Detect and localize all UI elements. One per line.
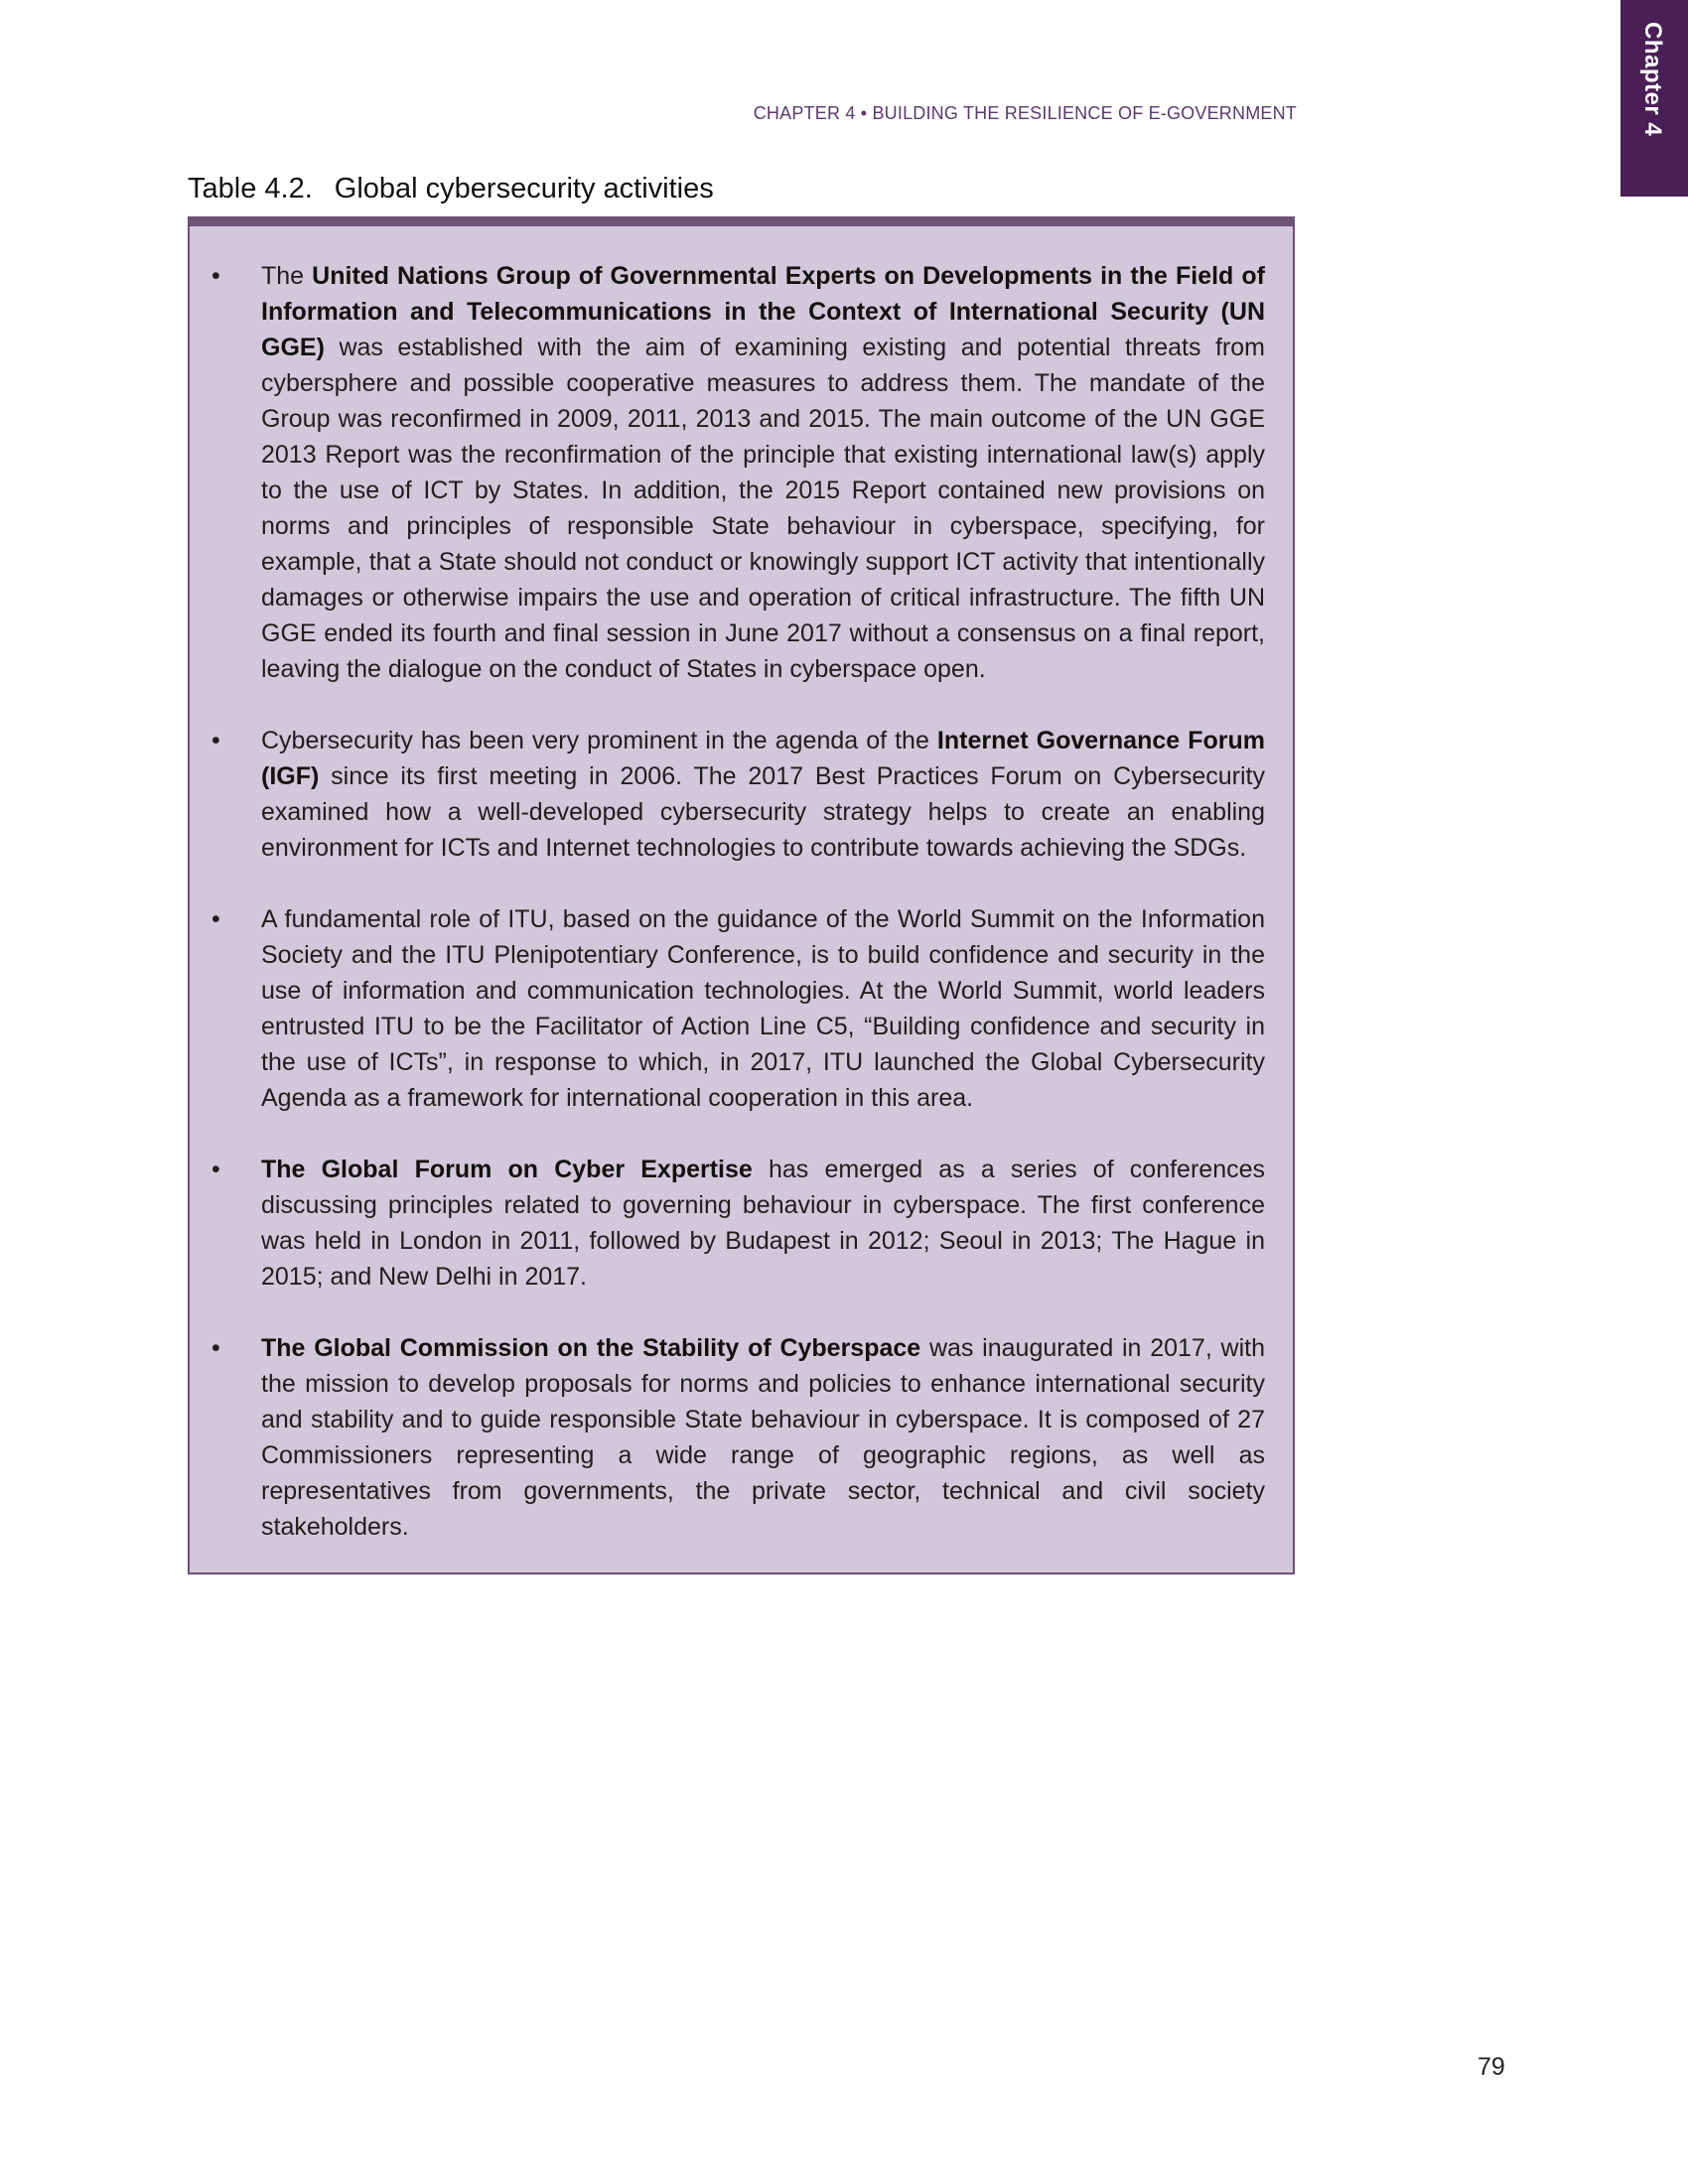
page-number: 79 bbox=[1477, 2053, 1505, 2081]
list-item bbox=[211, 1330, 1265, 1545]
table-title: Global cybersecurity activities bbox=[334, 173, 714, 205]
table-number: Table 4.2. bbox=[188, 173, 313, 205]
list-item bbox=[211, 258, 1266, 687]
chapter-tab bbox=[1620, 0, 1688, 197]
list-item bbox=[211, 901, 1265, 1116]
item-text: has emerged as a series of conferences discussing principles related to governing behaviour in cyberspace. The first conference was held in London in 2011, followed by Budapest in 2012; Seoul in 2013; The Hague in 2015; and New Delhi in 2017. bbox=[261, 1156, 1265, 1291]
item-bold-text: Internet Governance Forum (IGF) bbox=[261, 727, 1265, 790]
item-text: was inaugurated in 2017, with the mission to develop proposals for norms and policies to enhance international security and stability and to guide responsible State behaviour in cyberspace. It is composed of 27 Commissioners representing a wide range of geographic regions, as well as representatives from governments, the private sector, technical and civil society stakeholders. bbox=[261, 1334, 1265, 1541]
table-caption bbox=[188, 173, 714, 205]
item-text: Cybersecurity has been very prominent in the agenda of the bbox=[261, 727, 937, 754]
bullet-icon: • bbox=[211, 727, 220, 754]
item-text: The bbox=[261, 262, 313, 290]
list-item bbox=[211, 1152, 1265, 1295]
item-text: since its first meeting in 2006. The 2017 Best Practices Forum on Cybersecurity examined how a well-developed cybersecurity strategy helps to create an enabling environment for ICTs and Internet technologies to contribute towards achieving the SDGs. bbox=[261, 762, 1265, 862]
item-text: A fundamental role of ITU, based on the guidance of the World Summit on the Information Society and the ITU Plenipotentiary Conference, is to build confidence and security in the use of information and communication technologies. At the World Summit, world leaders entrusted ITU to be the Facilitator of Action Line C5, “Building confidence and security in the use of ICTs”, in response to which, in 2017, ITU launched the Global Cybersecurity Agenda as a framework for international cooperation in this area. bbox=[261, 905, 1265, 1112]
list-item bbox=[211, 723, 1265, 866]
item-bold-text: The Global Forum on Cyber Expertise bbox=[261, 1156, 753, 1183]
item-text: was established with the aim of examining existing and potential threats from cybersphere and possible cooperative measures to address them. The mandate of the Group was reconfirmed in 2009, 2011, 2013 and 2015. The main outcome of the UN GGE 2013 Report was the reconfirmation of the principle that existing international law(s) apply to the use of ICT by States. In addition, the 2015 Report contained new provisions on norms and principles of responsible State behaviour in cyberspace, specifying, for example, that a State should not conduct or knowingly support ICT activity that intentionally damages or otherwise impairs the use and operation of critical infrastructure. The fifth UN GGE ended its fourth and final session in June 2017 without a consensus on a final report, leaving the dialogue on the conduct of States in cyberspace open. bbox=[261, 334, 1265, 683]
running-header: CHAPTER 4 • BUILDING THE RESILIENCE OF E-GOVERNMENT bbox=[753, 103, 1297, 123]
item-bold-text: United Nations Group of Governmental Experts on Developments in the Field of Information and Telecommunications in the Context of International Security (UN GGE) bbox=[261, 262, 1266, 361]
bullet-icon: • bbox=[211, 1334, 220, 1362]
table-box bbox=[188, 216, 1295, 1574]
chapter-tab-label: Chapter 4 bbox=[1639, 22, 1666, 137]
bullet-icon: • bbox=[211, 1156, 220, 1183]
item-bold-text: The Global Commission on the Stability of Cyberspace bbox=[261, 1334, 921, 1362]
activity-list bbox=[190, 226, 1293, 1545]
bullet-icon: • bbox=[211, 905, 220, 933]
bullet-icon: • bbox=[211, 262, 220, 290]
